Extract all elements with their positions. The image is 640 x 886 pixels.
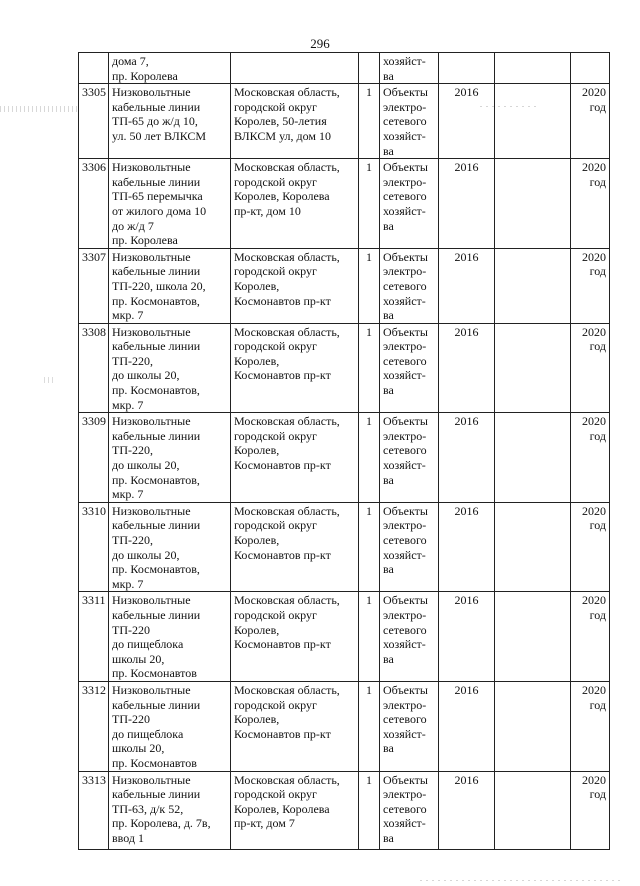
empty-cell bbox=[495, 84, 571, 159]
year-cell: 2016 bbox=[439, 681, 495, 771]
object-name-cell: Низковольтные кабельные линии ТП-65 перемычка от жилого дома 10 до ж/д 7 пр. Королева bbox=[109, 159, 231, 249]
empty-cell bbox=[495, 248, 571, 323]
empty-cell bbox=[495, 592, 571, 682]
address-cell: Московская область, городской округ Королев, Космонавтов пр-кт bbox=[231, 248, 359, 323]
object-type-cell: Объекты электро- сетевого хозяйст- ва bbox=[380, 771, 439, 849]
year-cell: 2016 bbox=[439, 413, 495, 503]
qty-cell: 1 bbox=[359, 413, 380, 503]
address-cell: Московская область, городской округ Королев, Космонавтов пр-кт bbox=[231, 413, 359, 503]
empty-cell bbox=[495, 159, 571, 249]
object-type-cell: Объекты электро- сетевого хозяйст- ва bbox=[380, 159, 439, 249]
qty-cell: 1 bbox=[359, 502, 380, 592]
deadline-cell bbox=[571, 53, 610, 84]
empty-cell bbox=[495, 771, 571, 849]
address-cell: Московская область, городской округ Королев, Космонавтов пр-кт bbox=[231, 323, 359, 413]
object-name-cell: Низковольтные кабельные линии ТП-220, школа 20, пр. Космонавтов, мкр. 7 bbox=[109, 248, 231, 323]
num-cell: 3311 bbox=[79, 592, 109, 682]
num-cell: 3308 bbox=[79, 323, 109, 413]
scan-artifact bbox=[44, 377, 56, 383]
table-row bbox=[79, 159, 610, 249]
table-row bbox=[79, 248, 610, 323]
deadline-cell: 2020 год bbox=[571, 248, 610, 323]
year-cell: 2016 bbox=[439, 159, 495, 249]
qty-cell: 1 bbox=[359, 771, 380, 849]
table-row bbox=[79, 413, 610, 503]
continuation-row bbox=[79, 53, 610, 84]
empty-cell bbox=[495, 53, 571, 84]
scan-artifact bbox=[420, 880, 620, 881]
object-name-cell: Низковольтные кабельные линии ТП-220, до школы 20, пр. Космонавтов, мкр. 7 bbox=[109, 413, 231, 503]
table-row bbox=[79, 323, 610, 413]
object-type-cell: Объекты электро- сетевого хозяйст- ва bbox=[380, 592, 439, 682]
num-cell: 3312 bbox=[79, 681, 109, 771]
num-cell: 3306 bbox=[79, 159, 109, 249]
address-cell bbox=[231, 53, 359, 84]
qty-cell bbox=[359, 53, 380, 84]
year-cell: 2016 bbox=[439, 84, 495, 159]
table-row bbox=[79, 84, 610, 159]
qty-cell: 1 bbox=[359, 159, 380, 249]
num-cell: 3307 bbox=[79, 248, 109, 323]
empty-cell bbox=[495, 323, 571, 413]
num-cell: 3313 bbox=[79, 771, 109, 849]
year-cell: 2016 bbox=[439, 592, 495, 682]
address-cell: Московская область, городской округ Королев, Королева пр-кт, дом 10 bbox=[231, 159, 359, 249]
empty-cell bbox=[495, 681, 571, 771]
year-cell bbox=[439, 53, 495, 84]
object-type-cell: Объекты электро- сетевого хозяйст- ва bbox=[380, 323, 439, 413]
deadline-cell: 2020 год bbox=[571, 771, 610, 849]
page-number: 296 bbox=[310, 36, 330, 51]
address-cell: Московская область, городской округ Королев, Космонавтов пр-кт bbox=[231, 681, 359, 771]
object-name-cell: Низковольтные кабельные линии ТП-220 до пищеблока школы 20, пр. Космонавтов bbox=[109, 592, 231, 682]
table-row bbox=[79, 681, 610, 771]
deadline-cell: 2020 год bbox=[571, 413, 610, 503]
num-cell bbox=[79, 53, 109, 84]
deadline-cell: 2020 год bbox=[571, 681, 610, 771]
deadline-cell: 2020 год bbox=[571, 159, 610, 249]
num-cell: 3310 bbox=[79, 502, 109, 592]
year-cell: 2016 bbox=[439, 771, 495, 849]
qty-cell: 1 bbox=[359, 681, 380, 771]
num-cell: 3305 bbox=[79, 84, 109, 159]
object-name-cell: Низковольтные кабельные линии ТП-220, до школы 20, пр. Космонавтов, мкр. 7 bbox=[109, 323, 231, 413]
table-row bbox=[79, 502, 610, 592]
deadline-cell: 2020 год bbox=[571, 323, 610, 413]
qty-cell: 1 bbox=[359, 323, 380, 413]
object-name-cell: дома 7, пр. Королева bbox=[109, 53, 231, 84]
registry-table bbox=[78, 52, 610, 850]
object-type-cell: Объекты электро- сетевого хозяйст- ва bbox=[380, 84, 439, 159]
address-cell: Московская область, городской округ Королев, 50-летия ВЛКСМ ул, дом 10 bbox=[231, 84, 359, 159]
address-cell: Московская область, городской округ Королев, Космонавтов пр-кт bbox=[231, 502, 359, 592]
deadline-cell: 2020 год bbox=[571, 502, 610, 592]
object-type-cell: Объекты электро- сетевого хозяйст- ва bbox=[380, 248, 439, 323]
address-cell: Московская область, городской округ Королев, Космонавтов пр-кт bbox=[231, 592, 359, 682]
scan-artifact bbox=[0, 106, 78, 112]
num-cell: 3309 bbox=[79, 413, 109, 503]
year-cell: 2016 bbox=[439, 502, 495, 592]
year-cell: 2016 bbox=[439, 248, 495, 323]
deadline-cell: 2020 год bbox=[571, 84, 610, 159]
object-name-cell: Низковольтные кабельные линии ТП-220 до пищеблока школы 20, пр. Космонавтов bbox=[109, 681, 231, 771]
empty-cell bbox=[495, 502, 571, 592]
empty-cell bbox=[495, 413, 571, 503]
table-row bbox=[79, 771, 610, 849]
qty-cell: 1 bbox=[359, 592, 380, 682]
object-type-cell: Объекты электро- сетевого хозяйст- ва bbox=[380, 502, 439, 592]
object-type-cell: хозяйст- ва bbox=[380, 53, 439, 84]
address-cell: Московская область, городской округ Королев, Королева пр-кт, дом 7 bbox=[231, 771, 359, 849]
qty-cell: 1 bbox=[359, 248, 380, 323]
year-cell: 2016 bbox=[439, 323, 495, 413]
object-name-cell: Низковольтные кабельные линии ТП-220, до школы 20, пр. Космонавтов, мкр. 7 bbox=[109, 502, 231, 592]
object-type-cell: Объекты электро- сетевого хозяйст- ва bbox=[380, 681, 439, 771]
object-name-cell: Низковольтные кабельные линии ТП-65 до ж/д 10, ул. 50 лет ВЛКСМ bbox=[109, 84, 231, 159]
deadline-cell: 2020 год bbox=[571, 592, 610, 682]
qty-cell: 1 bbox=[359, 84, 380, 159]
table-row bbox=[79, 592, 610, 682]
object-type-cell: Объекты электро- сетевого хозяйст- ва bbox=[380, 413, 439, 503]
object-name-cell: Низковольтные кабельные линии ТП-63, д/к 52, пр. Королева, д. 7в, ввод 1 bbox=[109, 771, 231, 849]
